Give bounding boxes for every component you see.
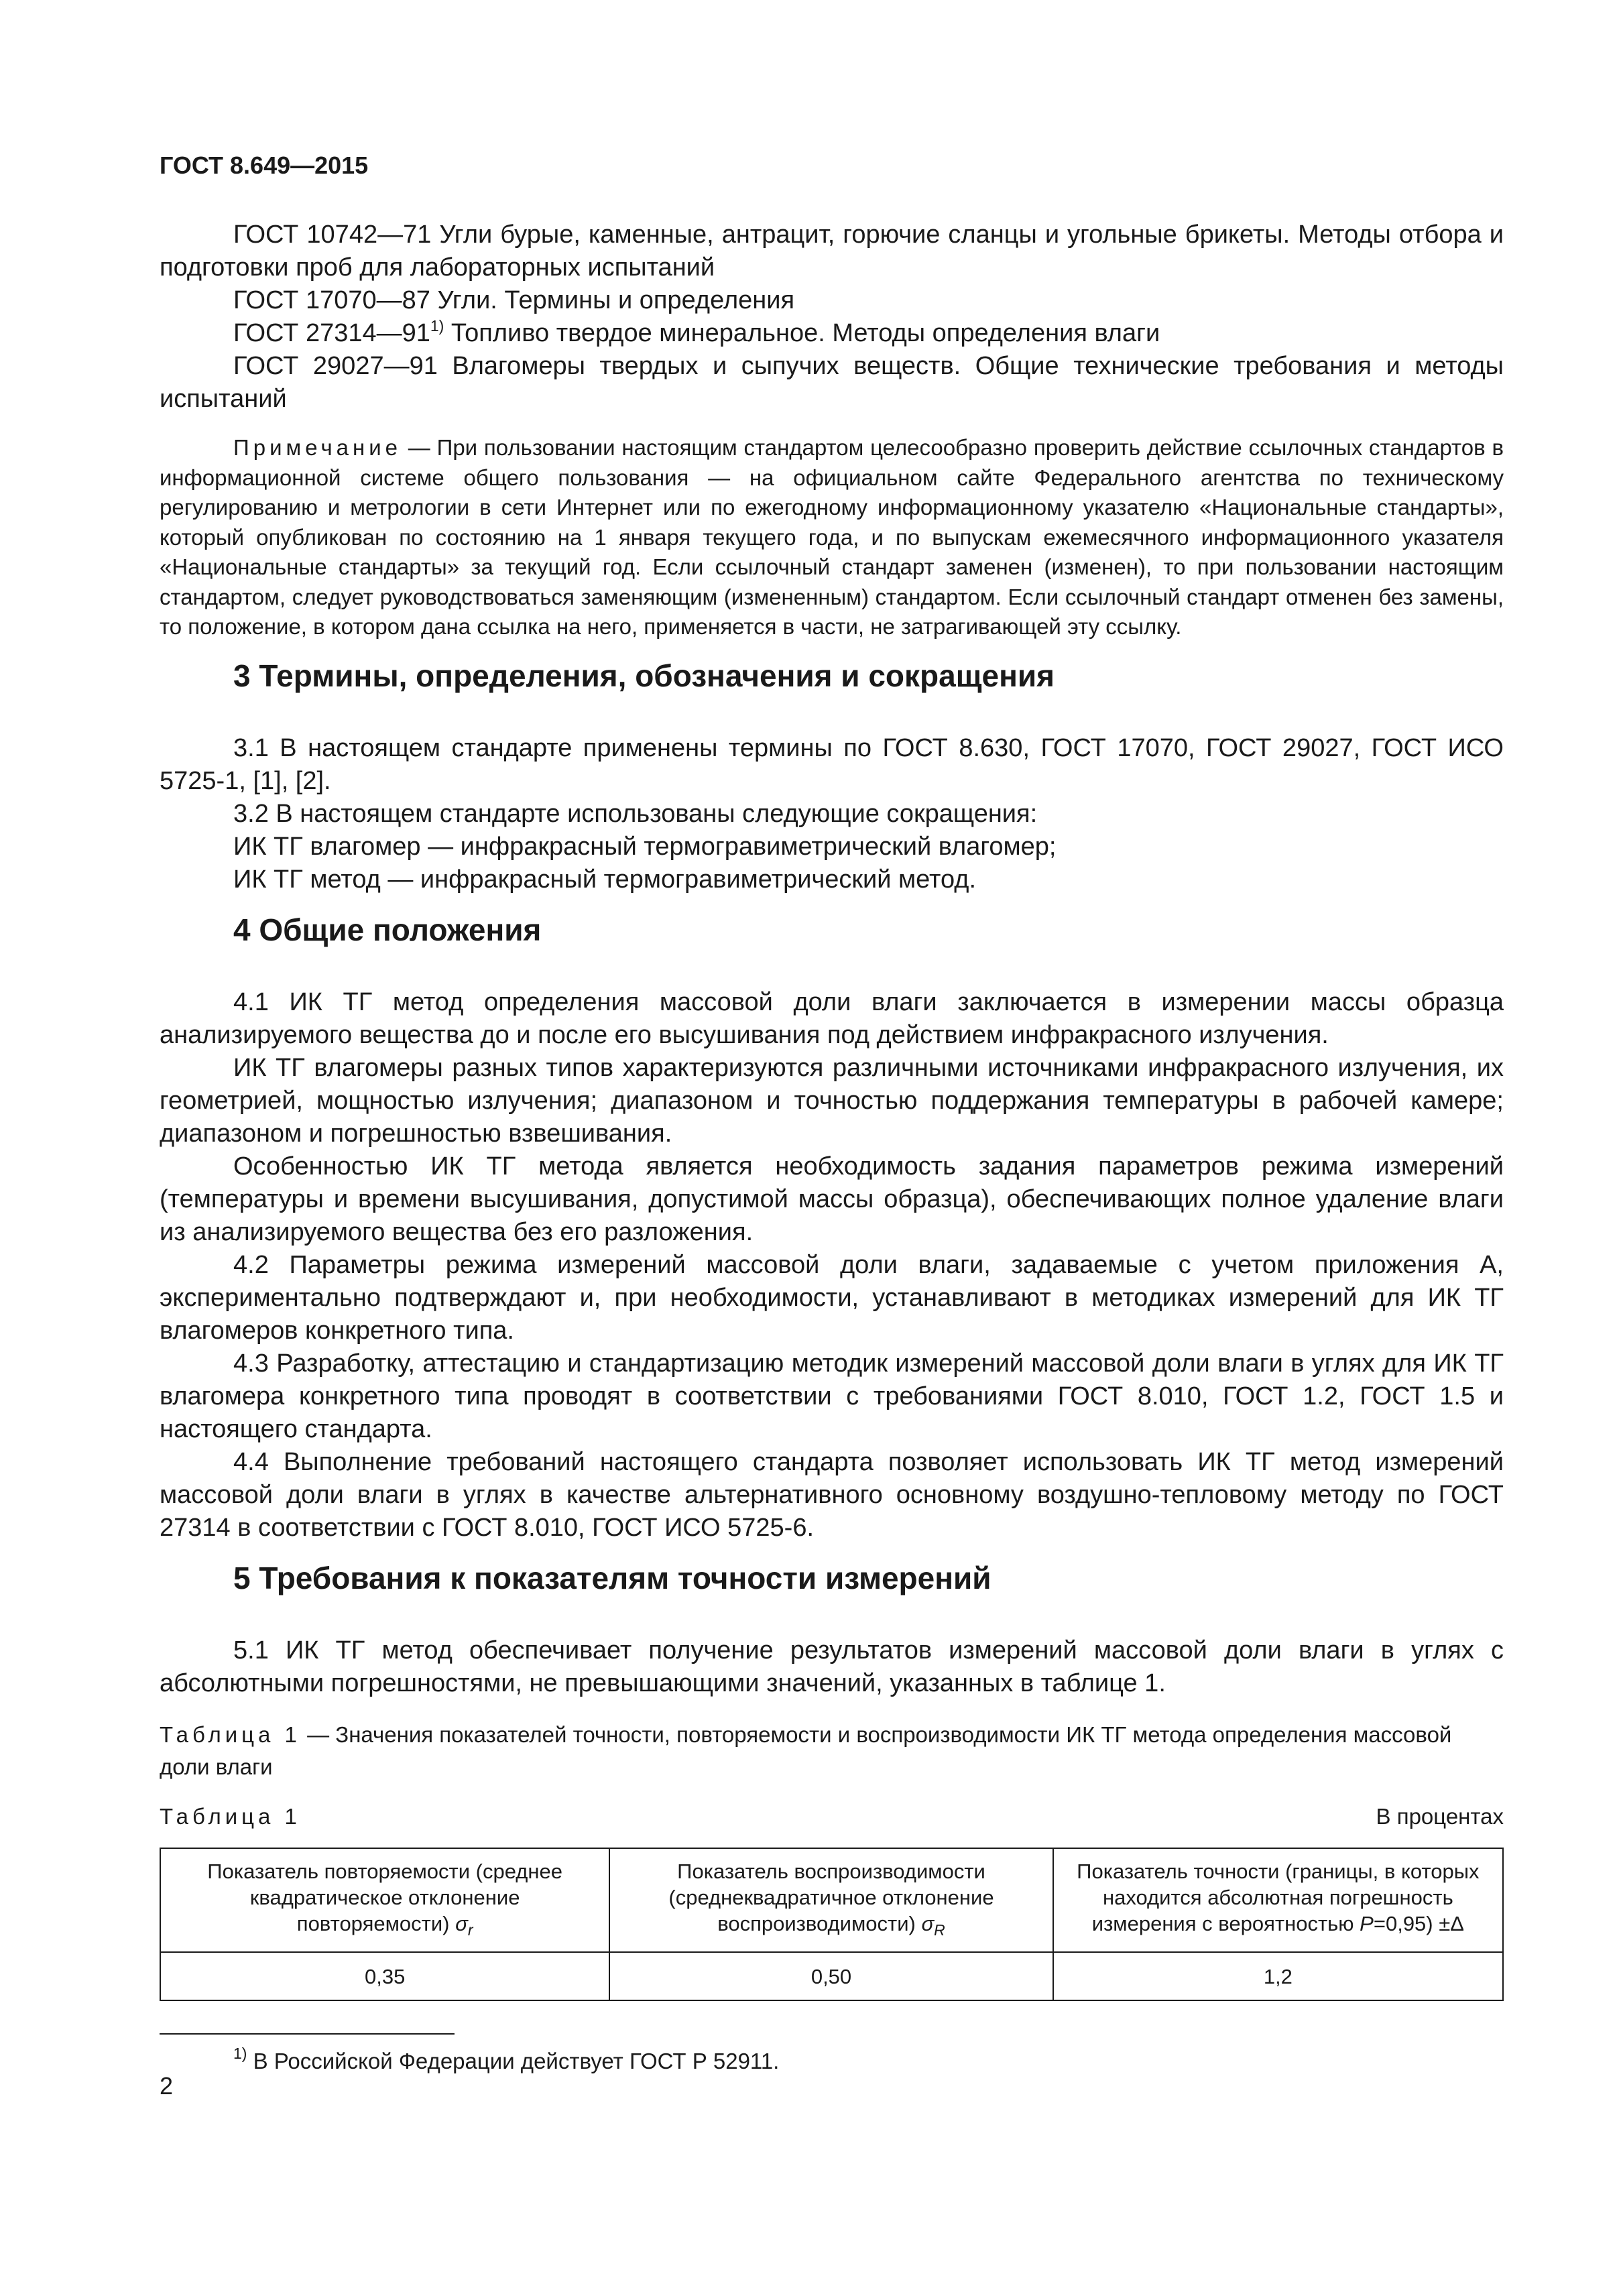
footnote-text: В Российской Федерации действует ГОСТ Р 52911. — [247, 2048, 780, 2073]
paragraph-4-1-b: ИК ТГ влагомеры разных типов характеризуются различными источниками инфракрасного излучения, их геометрией, мощностью излучения; диапазоном и точностью поддержания температуры в рабочей камере; диапазоном и погрешностью взвешивания. — [160, 1053, 1504, 1148]
reference-code: ГОСТ 27314—91 — [233, 319, 430, 347]
abbreviation-ir-tg-method: ИК ТГ метод — инфракрасный термогравиметрический метод. — [233, 865, 977, 894]
paragraph-4-1: 4.1 ИК ТГ метод определения массовой доли влаги заключается в измерении массы образца анализируемого вещества до и после его высушивания под действием инфракрасного излучения. — [160, 987, 1504, 1049]
header-repeatability-text: Показатель повторяемости (среднее квадратическое отклонение повторяемости) — [207, 1859, 562, 1935]
header-accuracy — [1053, 1848, 1503, 1952]
page-content — [160, 219, 1504, 2076]
header-reproducibility-text: Показатель воспроизводимости (среднеквадратичное отклонение воспроизводимости) — [668, 1859, 994, 1935]
document-header: ГОСТ 8.649—2015 — [160, 152, 369, 179]
paragraph-3-2: 3.2 В настоящем стандарте использованы следующие сокращения: — [233, 799, 1038, 828]
footnote-marker: 1) — [430, 317, 444, 335]
footnote — [160, 2044, 1504, 2076]
paragraph-3-1: 3.1 В настоящем стандарте применены термины по ГОСТ 8.630, ГОСТ 17070, ГОСТ 29027, ГОСТ ИСО 5725-1, [1], [2]. — [160, 733, 1504, 795]
section-5-heading: 5 Требования к показателям точности измерений — [233, 1560, 991, 1595]
sigma-subscript-r: r — [467, 1921, 473, 1939]
sigma-symbol: σ — [455, 1911, 468, 1935]
note-label: Примечание — [233, 435, 402, 460]
reference-gost-17070: ГОСТ 17070—87 Угли. Термины и определения — [233, 286, 795, 314]
paragraph-5-1: 5.1 ИК ТГ метод обеспечивает получение результатов измерений массовой доли влаги в углях с абсолютными погрешностями, не превышающими значений, указанных в таблице 1. — [160, 1636, 1504, 1697]
cell-reproducibility-value: 0,50 — [609, 1952, 1053, 2000]
table-header-row — [160, 1848, 1503, 1952]
footnote-divider — [160, 2033, 455, 2035]
sigma-symbol: σ — [921, 1911, 935, 1935]
section-3-heading: 3 Термины, определения, обозначения и сокращения — [233, 658, 1055, 693]
table-caption — [160, 1719, 1504, 1783]
cell-repeatability-value: 0,35 — [160, 1952, 609, 2000]
table-label: Таблица 1 — [160, 1803, 301, 1829]
table-caption-label: Таблица 1 — [160, 1721, 301, 1747]
paragraph-4-2: 4.2 Параметры режима измерений массовой доли влаги, задаваемые с учетом приложения А, экспериментально подтверждают и, при необходимости, устанавливают в методиках измерений для ИК ТГ влагомеров конкретного типа. — [160, 1250, 1504, 1345]
page-number: 2 — [160, 2072, 174, 2100]
abbreviation-ir-tg-moisture-meter: ИК ТГ влагомер — инфракрасный термогравиметрический влагомер; — [233, 832, 1057, 861]
header-reproducibility — [609, 1848, 1053, 1952]
probability-symbol: P — [1360, 1911, 1374, 1935]
header-accuracy-text: Показатель точности (границы, в которых находится абсолютная погрешность измерения с вероятностью — [1077, 1859, 1480, 1935]
normative-references — [160, 219, 1504, 416]
note-paragraph — [160, 433, 1504, 642]
table-meta — [160, 1803, 1504, 1830]
note-text: — При пользовании настоящим стандартом целесообразно проверить действие ссылочных стандартов в информационной системе общего пользования — на официальном сайте Федерального агентства по техническому регулированию и метрологии в сети Интернет или по ежегодному информационному указателю «Национальные стандарты», который опубликован по состоянию на 1 января текущего года, и по выпускам ежемесячного информационного указателя «Национальные стандарты» за текущий год. Если ссылочный стандарт заменен (изменен), то при пользовании настоящим стандартом, следует руководствоваться заменяющим (измененным) стандартом. Если ссылочный стандарт отменен без замены, то положение, в котором дана ссылка на него, применяется в части, не затрагивающей эту ссылку. — [160, 435, 1504, 639]
table-units: В процентах — [1376, 1803, 1504, 1829]
cell-accuracy-value: 1,2 — [1053, 1952, 1503, 2000]
header-repeatability — [160, 1848, 609, 1952]
reference-title: Топливо твердое минеральное. Методы определения влаги — [444, 319, 1160, 347]
reference-gost-10742: ГОСТ 10742—71 Угли бурые, каменные, антрацит, горючие сланцы и угольные брикеты. Методы отбора и подготовки проб для лабораторных испытаний — [160, 221, 1504, 282]
paragraph-4-4: 4.4 Выполнение требований настоящего стандарта позволяет использовать ИК ТГ метод измерений массовой доли влаги в углях в качестве альтернативного основному воздушно-тепловому методу по ГОСТ 27314 в соответствии с ГОСТ 8.010, ГОСТ ИСО 5725-6. — [160, 1447, 1504, 1542]
sigma-subscript-R: R — [934, 1921, 945, 1939]
accuracy-table — [160, 1848, 1504, 2001]
table-row — [160, 1952, 1503, 2000]
header-accuracy-text-end: =0,95) ±Δ — [1373, 1911, 1464, 1935]
reference-gost-27314 — [160, 317, 1504, 350]
footnote-marker: 1) — [233, 2044, 247, 2062]
paragraph-4-3: 4.3 Разработку, аттестацию и стандартизацию методик измерений массовой доли влаги в углях для ИК ТГ влагомера конкретного типа проводят в соответствии с требованиями ГОСТ 8.010, ГОСТ 1.2, ГОСТ 1.5 и настоящего стандарта. — [160, 1349, 1504, 1443]
paragraph-4-1-c: Особенностью ИК ТГ метода является необходимость задания параметров режима измерений (температуры и времени высушивания, допустимой массы образца), обеспечивающих полное удаление влаги из анализируемого вещества без его разложения. — [160, 1152, 1504, 1246]
table-caption-text: — Значения показателей точности, повторяемости и воспроизводимости ИК ТГ метода определения массовой доли влаги — [160, 1721, 1452, 1779]
reference-gost-29027: ГОСТ 29027—91 Влагомеры твердых и сыпучих веществ. Общие технические требования и методы испытаний — [160, 352, 1504, 413]
section-4-heading: 4 Общие положения — [233, 912, 542, 947]
